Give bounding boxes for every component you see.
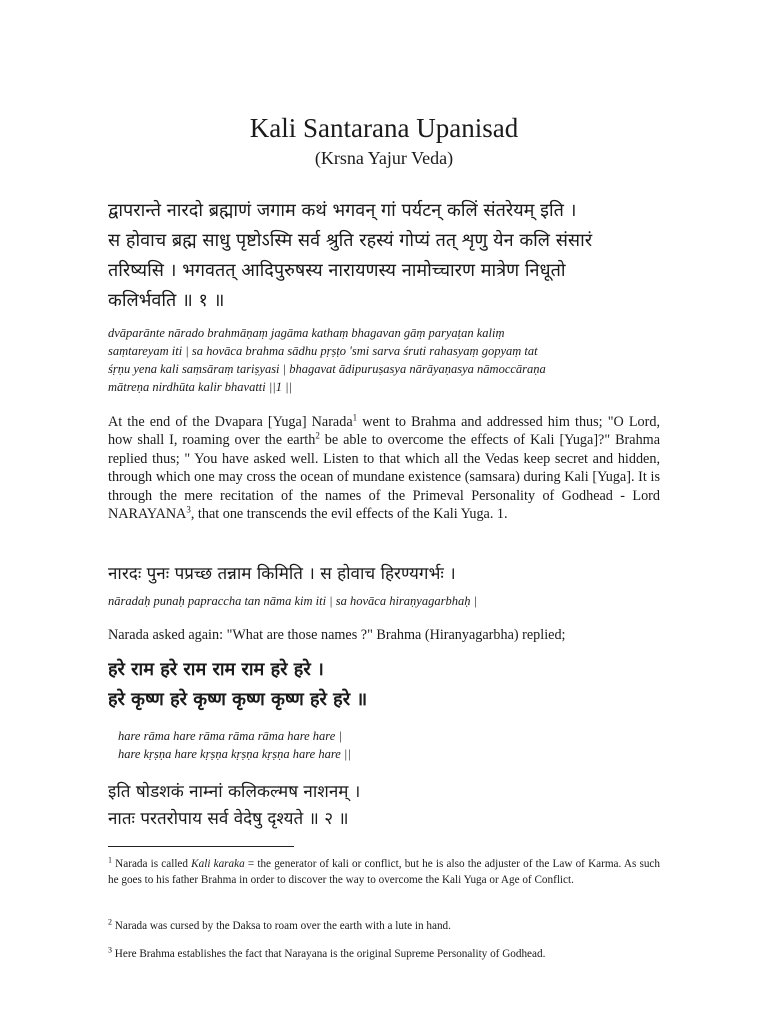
footnote-1 (108, 856, 660, 888)
translation-text: be able to overcome the effects of Kali [Yuga]?" Brahma replied thus; " You have asked well. Listen to that which all the Vedas keep secret and hidden, through which one may cross the ocean of mundane existence (samsara) during Kali [Yuga]. It is through the mere recitation of the names of the Primeval Personality of Godhead - Lord NARAYANA (108, 432, 660, 523)
mantra-transliteration-line: hare kṛṣṇa hare kṛṣṇa kṛṣṇa kṛṣṇa hare hare || (118, 747, 351, 761)
verse1-transliteration-line: dvāparānte nārado brahmāṇaṃ jagāma kathaṃ bhagavan gāṃ paryaṭan kaliṃ (108, 326, 505, 340)
verse2-transliteration-line: nāradaḥ punaḥ papraccha tan nāma kim iti | sa hovāca hiraṇyagarbhaḥ | (108, 594, 478, 608)
mantra-devanagari (108, 655, 668, 715)
verse2-transliteration (108, 592, 477, 610)
footnote-number: 2 (108, 917, 112, 927)
verse2-devanagari (108, 561, 668, 588)
mantra-transliteration (118, 727, 351, 763)
verse2-devanagari-line: नारदः पुनः पप्रच्छ तन्नाम किमिति । स होवाच हिरण्यगर्भः । (108, 564, 456, 584)
mantra-devanagari-line: हरे राम हरे राम राम राम हरे हरे । (108, 659, 324, 680)
verse1-devanagari-line: तरिष्यसि । भगवतत् आदिपुरुषस्य नारायणस्य नामोच्चारण मात्रेण निधूतो (108, 260, 566, 281)
mantra-devanagari-line: हरे कृष्ण हरे कृष्ण कृष्ण कृष्ण हरे हरे ॥ (108, 689, 368, 710)
translation-text: went to Brahma and addressed him thus; "O Lord, how shall I, roaming over the earth (108, 414, 660, 449)
footnote-text: Narada was cursed by the Daksa to roam over the earth with a lute in hand. (112, 920, 451, 932)
verse1-transliteration-line: saṃtareyam iti | sa hovāca brahma sādhu pṛṣṭo 'smi sarva śruti rahasyaṃ gopyaṃ tat (108, 344, 538, 358)
verse1-transliteration-line: mātreṇa nirdhūta kalir bhavatti ||1 || (108, 380, 292, 394)
verse3-devanagari-line: नातः परतरोपाय सर्व वेदेषु दृश्यते ॥ २ ॥ (108, 809, 349, 829)
verse1-devanagari-line: स होवाच ब्रह्म साधु पृष्टोऽस्मि सर्व श्रुति रहस्यं गोप्यं तत् शृणु येन कलि संसारं (108, 230, 593, 251)
verse1-devanagari-line: द्वापरान्ते नारदो ब्रह्माणं जगाम कथं भगवन् गां पर्यटन् कलिं संतरेयम् इति । (108, 200, 577, 221)
footnote-divider (108, 846, 294, 847)
footnote-text: Here Brahma establishes the fact that Narayana is the original Supreme Personality of Godhead. (112, 948, 546, 960)
footnote-marker: 1 (352, 412, 358, 423)
footnote-number: 1 (108, 855, 112, 865)
verse3-devanagari (108, 779, 668, 833)
verse3-devanagari-line: इति षोडशकं नाम्नां कलिकल्मष नाशनम् । (108, 782, 361, 802)
verse1-devanagari-line: कलिर्भवति ॥ १ ॥ (108, 290, 225, 311)
verse1-devanagari (108, 196, 668, 316)
footnote-2 (108, 918, 660, 934)
footnote-term: Kali karaka (191, 858, 245, 870)
translation-text: At the end of the Dvapara [Yuga] Narada (108, 414, 353, 430)
footnote-text: = the generator of kali or conflict, but he is also the adjuster of the Law of Karma. As such he goes to his father Brahma in order to discover the way to overcome the Kali Yuga or Age of Conflict. (108, 858, 660, 886)
footnote-text: Narada is called (112, 858, 192, 870)
verse1-transliteration-line: śṛṇu yena kali saṃsāraṃ tariṣyasi | bhagavat ādipuruṣasya nārāyaṇasya nāmoccāraṇa (108, 362, 546, 376)
mantra-transliteration-line: hare rāma hare rāma rāma rāma hare hare | (118, 729, 342, 743)
translation-text: , that one transcends the evil effects of the Kali Yuga. 1. (190, 506, 508, 523)
footnote-marker: 2 (315, 430, 320, 441)
footnote-marker: 3 (186, 504, 191, 515)
verse2-translation: Narada asked again: "What are those names ?" Brahma (Hiranyagarbha) replied; (108, 627, 566, 643)
document-subtitle: (Krsna Yajur Veda) (314, 148, 454, 168)
verse1-transliteration (108, 324, 546, 396)
verse1-translation (108, 413, 660, 523)
footnote-number: 3 (108, 945, 112, 955)
footnote-3 (108, 946, 660, 962)
document-title: Kali Santarana Upanisad (249, 113, 519, 143)
